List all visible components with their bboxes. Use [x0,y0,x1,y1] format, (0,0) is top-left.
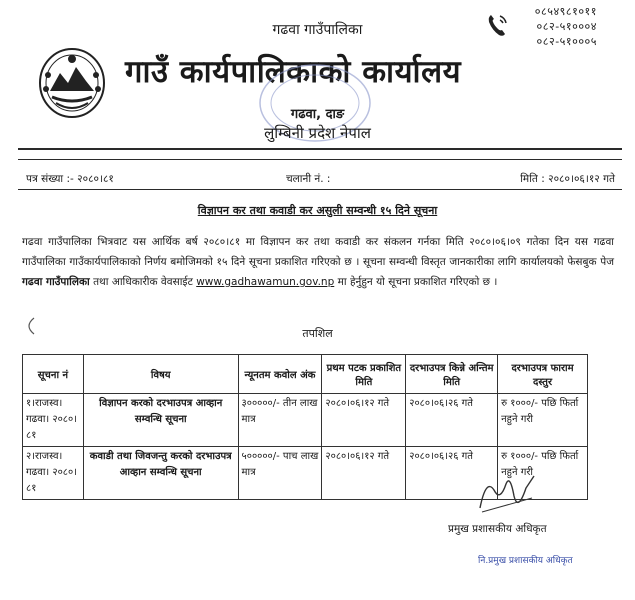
province-name: लुम्बिनी प्रदेश नेपाल [264,124,371,142]
col-header-last-date: दरभाउपत्र किन्ने अन्तिम मिति [406,355,498,394]
cell-first-published: २०८०।०६।१२ गते [322,394,406,447]
cell-notice-no: २।राजस्व। गढवा। २०८०।८१ [23,447,84,500]
signatory-title: प्रमुख प्रशासकीय अधिकृत [448,523,547,535]
place-name: गढवा, दाङ [290,107,345,122]
cell-min-bid: ३०००००/- तीन लाख मात्र [238,394,322,447]
col-header-notice-no: सूचना नं [23,355,84,394]
cell-subject: कवाडी तथा जिवजन्तु करको दरभाउपत्र आव्हान सम्वन्धि सूचना [83,447,238,500]
website-link[interactable]: www.gadhawamun.gov.np [196,276,335,288]
notice-subject: विज्ञापन कर तथा कवाडी कर असुली सम्वन्धी १५ दिने सूचना [197,204,438,217]
cell-form-fee: रु १०००/- पछि फिर्ता नहुने गरी [498,394,588,447]
signatory-stamp-text: नि.प्रमुख प्रशासकीय अधिकृत [478,556,573,566]
table-row [23,394,588,447]
phone-number-2: ०८२-५१०००४ [536,20,597,33]
col-header-first-published: प्रथम पटक प्रकाशित मिति [322,355,406,394]
table-header-row [23,355,588,394]
cell-subject: विज्ञापन करको दरभाउपत्र आव्हान सम्वन्धि सूचना [83,394,238,447]
phone-number-1: ०८५४९८१०११ [534,5,597,18]
cell-first-published: २०८०।०६।१२ गते [322,447,406,500]
col-header-min-bid: न्यूनतम कवोल अंक [238,355,322,394]
signature-icon [472,468,542,518]
body-text-3: मा हेर्नुहुन यो सूचना प्रकाशित गरिएको छ । [334,276,498,288]
cell-notice-no: १।राजस्व। गढवा। २०८०।८१ [23,394,84,447]
cell-last-date: २०८०।०६।२६ गते [406,447,498,500]
phone-number-3: ०८२-५१०००५ [536,35,597,48]
body-text-2: तथा आधिकारीक वेवसाईट [89,276,197,288]
meta-divider [18,189,622,190]
office-title: गाउँ कार्यपालिकाको कार्यालय [125,54,462,90]
col-header-subject: विषय [83,355,238,394]
letter-number: पत्र संख्या :- २०८०।८१ [26,173,114,185]
letter-date: मिति : २०८०।०६।१२ गते [520,173,615,185]
cell-form-fee: रु १०००/- पछि फिर्ता नहुने गरी [498,447,588,500]
header-divider [18,148,622,150]
cell-min-bid: ५०००००/- पाच लाख मात्र [238,447,322,500]
dispatch-number: चलानी नं. : [286,173,331,185]
municipality-name: गढवा गाउँपालिका [272,22,363,38]
body-bold-name: गढवा गाउँपालिका [22,276,90,288]
col-header-form-fee: दरभाउपत्र फाराम दस्तुर [498,355,588,394]
header-divider-thin [18,159,622,160]
section-title: तपशिल [302,327,333,340]
cell-last-date: २०८०।०६।२६ गते [406,394,498,447]
notice-body [22,232,614,292]
body-text-1: गढवा गाउँपालिका भित्रवाट यस आर्थिक बर्ष २०८०।८१ मा विज्ञापन कर तथा कवाडी कर संकलन गर्नका मिति २०८०।०६।०९ गतेका दिन यस गढवा गाउँपालिका गाउँकार्यपालिकाको निर्णय बमोजिमको १५ दिने सूचना प्रकाशित गरिएको छ । सूचना सम्वन्धी विस्तृत जानकारीका लागि कार्यालयको फेसबुक पेज [22,236,614,268]
